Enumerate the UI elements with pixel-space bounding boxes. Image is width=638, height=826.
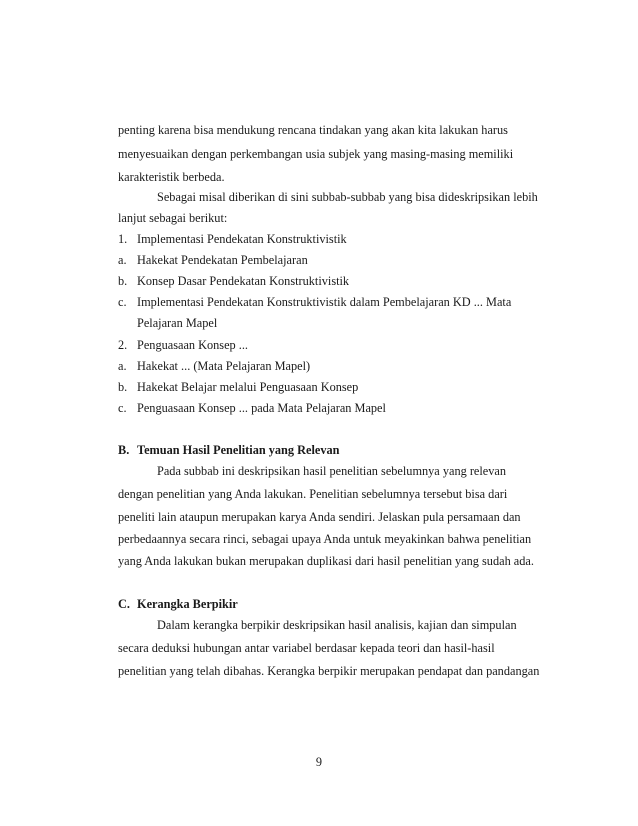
list-marker: a. [118, 359, 127, 373]
paragraph-line: menyesuaikan dengan perkembangan usia subjek yang masing-masing memiliki [118, 147, 514, 161]
section-marker: B. [118, 443, 130, 457]
list-marker: a. [118, 253, 127, 267]
paragraph-line: peneliti lain ataupun merupakan karya Anda sendiri. Jelaskan pula persamaan dan [118, 510, 521, 524]
list-text: Hakekat ... (Mata Pelajaran Mapel) [137, 359, 311, 373]
paragraph-line: lanjut sebagai berikut: [118, 211, 228, 225]
section-title: Kerangka Berpikir [137, 597, 238, 611]
list-text: Penguasaan Konsep ... [137, 338, 248, 352]
list-marker: 1. [118, 232, 128, 246]
paragraph-line: penting karena bisa mendukung rencana tindakan yang akan kita lakukan harus [118, 123, 508, 137]
list-marker: b. [118, 274, 128, 288]
paragraph-line: dengan penelitian yang Anda lakukan. Penelitian sebelumnya tersebut bisa dari [118, 487, 508, 501]
list-text: Implementasi Pendekatan Konstruktivistik dalam Pembelajaran KD ... Mata [137, 295, 512, 309]
list-text: Penguasaan Konsep ... pada Mata Pelajaran Mapel [137, 401, 386, 415]
paragraph-line: yang Anda lakukan bukan merupakan duplikasi dari hasil penelitian yang sudah ada. [118, 554, 534, 568]
list-text: Konsep Dasar Pendekatan Konstruktivistik [137, 274, 350, 288]
list-marker: b. [118, 380, 128, 394]
list-text-continuation: Pelajaran Mapel [137, 316, 218, 330]
paragraph-line: Pada subbab ini deskripsikan hasil penelitian sebelumnya yang relevan [157, 464, 507, 478]
paragraph-line: perbedaannya secara rinci, sebagai upaya Anda untuk meyakinkan bahwa penelitian [118, 532, 532, 546]
page-number: 9 [315, 755, 323, 769]
section-marker: C. [118, 597, 130, 611]
list-text: Hakekat Pendekatan Pembelajaran [137, 253, 308, 267]
paragraph-line: Dalam kerangka berpikir deskripsikan hasil analisis, kajian dan simpulan [157, 618, 517, 632]
paragraph-line: secara deduksi hubungan antar variabel berdasar kepada teori dan hasil-hasil [118, 641, 495, 655]
list-marker: c. [118, 295, 127, 309]
list-marker: 2. [118, 338, 128, 352]
section-title: Temuan Hasil Penelitian yang Relevan [137, 443, 340, 457]
paragraph-line: Sebagai misal diberikan di sini subbab-subbab yang bisa dideskripsikan lebih [157, 190, 538, 204]
list-marker: c. [118, 401, 127, 415]
list-text: Implementasi Pendekatan Konstruktivistik [137, 232, 347, 246]
list-text: Hakekat Belajar melalui Penguasaan Konsep [137, 380, 359, 394]
paragraph-line: penelitian yang telah dibahas. Kerangka berpikir merupakan pendapat dan pandangan [118, 664, 540, 678]
paragraph-line: karakteristik berbeda. [118, 170, 225, 184]
